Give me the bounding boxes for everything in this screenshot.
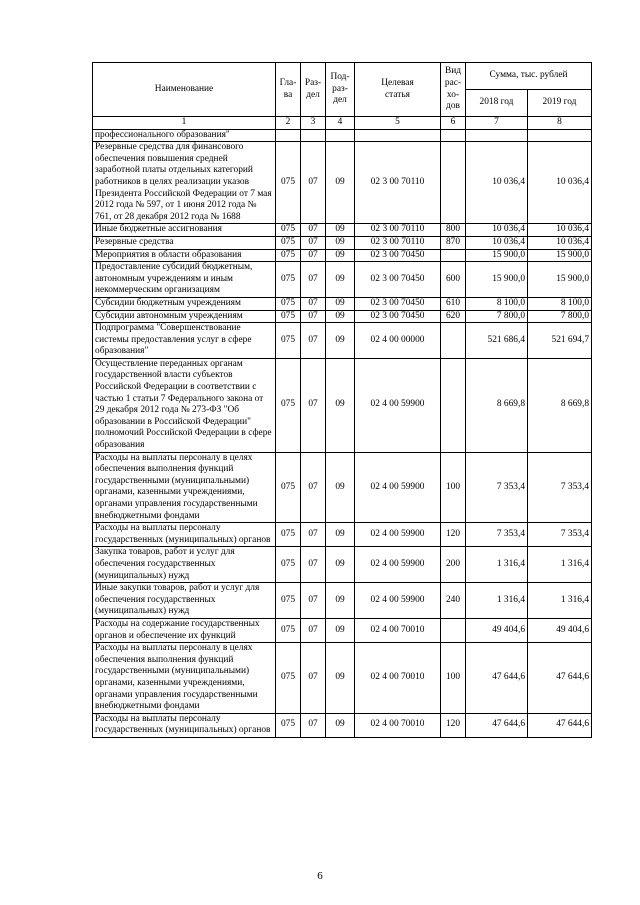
cell-name: Предоставление субсидий бюджетным, автономным учреждениям и иным некоммерческим организациям bbox=[93, 262, 276, 298]
cell-glava: 075 bbox=[276, 142, 301, 224]
table-row bbox=[93, 547, 592, 583]
cell-target: 02 3 00 70450 bbox=[355, 297, 441, 310]
table-body bbox=[93, 129, 592, 737]
table-row bbox=[93, 262, 592, 298]
cell-target: 02 4 00 59900 bbox=[355, 358, 441, 452]
cell-razdel: 07 bbox=[301, 643, 326, 714]
cell-2019: 15 900,0 bbox=[528, 262, 592, 298]
cell-podrazdel: 09 bbox=[326, 323, 355, 359]
cell-name: Закупка товаров, работ и услуг для обеспечения государственных (муниципальных) нужд bbox=[93, 547, 276, 583]
table-row bbox=[93, 358, 592, 452]
header-2018: 2018 год bbox=[466, 90, 528, 117]
table-row bbox=[93, 249, 592, 262]
table-row bbox=[93, 618, 592, 642]
cell-2018: 1 316,4 bbox=[466, 547, 528, 583]
cell-2018: 10 036,4 bbox=[466, 236, 528, 249]
cell-vid: 100 bbox=[441, 452, 466, 523]
cell-glava: 075 bbox=[276, 547, 301, 583]
cell-razdel: 07 bbox=[301, 236, 326, 249]
cell-podrazdel: 09 bbox=[326, 643, 355, 714]
cell-podrazdel bbox=[326, 129, 355, 142]
column-number: 4 bbox=[326, 117, 355, 130]
cell-vid: 600 bbox=[441, 262, 466, 298]
cell-target: 02 3 00 70110 bbox=[355, 224, 441, 237]
header-razdel: Раз- дел bbox=[301, 63, 326, 117]
cell-2018: 8 100,0 bbox=[466, 297, 528, 310]
cell-name: Расходы на выплаты персоналу в целях обеспечения выполнения функций государственными (муниципальными) органами, казенными учреждениями, органами управления государственными внебюджетными фондами bbox=[93, 643, 276, 714]
cell-glava: 075 bbox=[276, 523, 301, 547]
cell-razdel: 07 bbox=[301, 249, 326, 262]
cell-glava: 075 bbox=[276, 618, 301, 642]
cell-podrazdel: 09 bbox=[326, 249, 355, 262]
cell-2019: 7 353,4 bbox=[528, 523, 592, 547]
cell-name: Подпрограмма "Совершенствование системы предоставления услуг в сфере образования" bbox=[93, 323, 276, 359]
cell-2019: 1 316,4 bbox=[528, 547, 592, 583]
table-row bbox=[93, 297, 592, 310]
cell-vid: 100 bbox=[441, 643, 466, 714]
cell-name: Расходы на выплаты персоналу государственных (муниципальных) органов bbox=[93, 523, 276, 547]
cell-vid bbox=[441, 618, 466, 642]
cell-glava: 075 bbox=[276, 224, 301, 237]
budget-table bbox=[92, 62, 592, 738]
header-target: Целевая статья bbox=[355, 63, 441, 117]
column-number: 1 bbox=[93, 117, 276, 130]
column-number: 8 bbox=[528, 117, 592, 130]
column-number-row bbox=[93, 117, 592, 130]
cell-vid bbox=[441, 323, 466, 359]
cell-2018: 15 900,0 bbox=[466, 262, 528, 298]
cell-vid: 120 bbox=[441, 713, 466, 737]
table-row bbox=[93, 310, 592, 323]
cell-podrazdel: 09 bbox=[326, 236, 355, 249]
cell-razdel: 07 bbox=[301, 224, 326, 237]
header-name: Наименование bbox=[93, 63, 276, 117]
cell-2018: 7 353,4 bbox=[466, 452, 528, 523]
cell-glava bbox=[276, 129, 301, 142]
cell-glava: 075 bbox=[276, 643, 301, 714]
cell-glava: 075 bbox=[276, 713, 301, 737]
cell-razdel: 07 bbox=[301, 713, 326, 737]
cell-vid: 120 bbox=[441, 523, 466, 547]
cell-vid: 800 bbox=[441, 224, 466, 237]
cell-glava: 075 bbox=[276, 249, 301, 262]
table-row bbox=[93, 129, 592, 142]
cell-target: 02 4 00 00000 bbox=[355, 323, 441, 359]
table-row bbox=[93, 452, 592, 523]
cell-2019: 7 353,4 bbox=[528, 452, 592, 523]
cell-podrazdel: 09 bbox=[326, 523, 355, 547]
cell-2019: 10 036,4 bbox=[528, 142, 592, 224]
cell-2018: 47 644,6 bbox=[466, 643, 528, 714]
cell-target: 02 3 00 70450 bbox=[355, 262, 441, 298]
cell-target: 02 4 00 59900 bbox=[355, 523, 441, 547]
table-row bbox=[93, 142, 592, 224]
cell-podrazdel: 09 bbox=[326, 262, 355, 298]
cell-podrazdel: 09 bbox=[326, 142, 355, 224]
cell-name: Резервные средства для финансового обеспечения повышения средней заработной платы отдельных категорий работников в целях реализации указов Президента Российской Федерации от 7 мая 2012 года № 597, от 1 июня 2012 года № 761, от 28 декабря 2012 года № 1688 bbox=[93, 142, 276, 224]
column-number: 7 bbox=[466, 117, 528, 130]
cell-2018: 47 644,6 bbox=[466, 713, 528, 737]
cell-podrazdel: 09 bbox=[326, 297, 355, 310]
header-2019: 2019 год bbox=[528, 90, 592, 117]
cell-2019: 49 404,6 bbox=[528, 618, 592, 642]
cell-podrazdel: 09 bbox=[326, 358, 355, 452]
cell-razdel: 07 bbox=[301, 452, 326, 523]
cell-2018: 521 686,4 bbox=[466, 323, 528, 359]
cell-2018: 7 800,0 bbox=[466, 310, 528, 323]
cell-name: Иные бюджетные ассигнования bbox=[93, 224, 276, 237]
table-row bbox=[93, 523, 592, 547]
cell-name: Расходы на выплаты персоналу в целях обеспечения выполнения функций государственными (муниципальными) органами, казенными учреждениями, органами управления государственными внебюджетными фондами bbox=[93, 452, 276, 523]
cell-2018: 49 404,6 bbox=[466, 618, 528, 642]
cell-razdel: 07 bbox=[301, 583, 326, 619]
cell-glava: 075 bbox=[276, 583, 301, 619]
cell-2019: 1 316,4 bbox=[528, 583, 592, 619]
cell-podrazdel: 09 bbox=[326, 547, 355, 583]
cell-target: 02 3 00 70450 bbox=[355, 249, 441, 262]
cell-razdel: 07 bbox=[301, 547, 326, 583]
cell-vid: 240 bbox=[441, 583, 466, 619]
cell-2018: 7 353,4 bbox=[466, 523, 528, 547]
cell-2019: 10 036,4 bbox=[528, 224, 592, 237]
cell-razdel: 07 bbox=[301, 323, 326, 359]
cell-target: 02 4 00 59900 bbox=[355, 452, 441, 523]
cell-name: Расходы на выплаты персоналу государственных (муниципальных) органов bbox=[93, 713, 276, 737]
cell-2019: 47 644,6 bbox=[528, 713, 592, 737]
cell-2019: 521 694,7 bbox=[528, 323, 592, 359]
table-header bbox=[93, 63, 592, 130]
cell-2018: 10 036,4 bbox=[466, 224, 528, 237]
cell-target: 02 4 00 59900 bbox=[355, 583, 441, 619]
cell-2019: 10 036,4 bbox=[528, 236, 592, 249]
cell-glava: 075 bbox=[276, 323, 301, 359]
table-row bbox=[93, 236, 592, 249]
cell-target: 02 4 00 59900 bbox=[355, 547, 441, 583]
cell-podrazdel: 09 bbox=[326, 310, 355, 323]
cell-name: профессионального образования" bbox=[93, 129, 276, 142]
cell-name: Субсидии автономным учреждениям bbox=[93, 310, 276, 323]
cell-razdel: 07 bbox=[301, 358, 326, 452]
cell-name: Осуществление переданных органам государственной власти субъектов Российской Федерации в соответствии с частью 1 статьи 7 Федерального закона от 29 декабря 2012 года № 273-ФЗ "Об образовании в Российской Федерации" полномочий Российской Федерации в сфере образования bbox=[93, 358, 276, 452]
cell-razdel: 07 bbox=[301, 297, 326, 310]
cell-razdel bbox=[301, 129, 326, 142]
cell-name: Расходы на содержание государственных органов и обеспечение их функций bbox=[93, 618, 276, 642]
column-number: 6 bbox=[441, 117, 466, 130]
header-vid: Вид рас- хо- дов bbox=[441, 63, 466, 117]
table-row bbox=[93, 643, 592, 714]
cell-razdel: 07 bbox=[301, 310, 326, 323]
cell-razdel: 07 bbox=[301, 262, 326, 298]
cell-2019: 15 900,0 bbox=[528, 249, 592, 262]
cell-podrazdel: 09 bbox=[326, 224, 355, 237]
cell-vid bbox=[441, 142, 466, 224]
cell-razdel: 07 bbox=[301, 618, 326, 642]
cell-vid: 610 bbox=[441, 297, 466, 310]
column-number: 3 bbox=[301, 117, 326, 130]
cell-name: Резервные средства bbox=[93, 236, 276, 249]
cell-2019: 47 644,6 bbox=[528, 643, 592, 714]
cell-2019 bbox=[528, 129, 592, 142]
cell-vid: 200 bbox=[441, 547, 466, 583]
table-row bbox=[93, 224, 592, 237]
cell-target: 02 4 00 70010 bbox=[355, 713, 441, 737]
table-row bbox=[93, 583, 592, 619]
table-row bbox=[93, 323, 592, 359]
cell-podrazdel: 09 bbox=[326, 583, 355, 619]
cell-podrazdel: 09 bbox=[326, 713, 355, 737]
cell-target bbox=[355, 129, 441, 142]
column-number: 5 bbox=[355, 117, 441, 130]
header-glava: Гла- ва bbox=[276, 63, 301, 117]
cell-2018: 15 900,0 bbox=[466, 249, 528, 262]
header-podrazdel: Под- раз- дел bbox=[326, 63, 355, 117]
cell-podrazdel: 09 bbox=[326, 618, 355, 642]
cell-vid bbox=[441, 249, 466, 262]
cell-vid: 870 bbox=[441, 236, 466, 249]
cell-name: Иные закупки товаров, работ и услуг для обеспечения государственных (муниципальных) нужд bbox=[93, 583, 276, 619]
column-number: 2 bbox=[276, 117, 301, 130]
cell-2019: 8 100,0 bbox=[528, 297, 592, 310]
cell-glava: 075 bbox=[276, 262, 301, 298]
cell-2018: 1 316,4 bbox=[466, 583, 528, 619]
cell-2018 bbox=[466, 129, 528, 142]
cell-target: 02 4 00 70010 bbox=[355, 618, 441, 642]
cell-2018: 10 036,4 bbox=[466, 142, 528, 224]
cell-target: 02 3 00 70110 bbox=[355, 142, 441, 224]
cell-2019: 8 669,8 bbox=[528, 358, 592, 452]
cell-glava: 075 bbox=[276, 452, 301, 523]
cell-target: 02 4 00 70010 bbox=[355, 643, 441, 714]
cell-vid bbox=[441, 358, 466, 452]
cell-podrazdel: 09 bbox=[326, 452, 355, 523]
cell-vid: 620 bbox=[441, 310, 466, 323]
cell-target: 02 3 00 70110 bbox=[355, 236, 441, 249]
cell-name: Субсидии бюджетным учреждениям bbox=[93, 297, 276, 310]
cell-glava: 075 bbox=[276, 236, 301, 249]
page-number: 6 bbox=[317, 870, 323, 882]
cell-glava: 075 bbox=[276, 297, 301, 310]
cell-vid bbox=[441, 129, 466, 142]
cell-2018: 8 669,8 bbox=[466, 358, 528, 452]
cell-target: 02 3 00 70450 bbox=[355, 310, 441, 323]
cell-glava: 075 bbox=[276, 358, 301, 452]
cell-name: Мероприятия в области образования bbox=[93, 249, 276, 262]
table-row bbox=[93, 713, 592, 737]
cell-glava: 075 bbox=[276, 310, 301, 323]
cell-razdel: 07 bbox=[301, 142, 326, 224]
cell-2019: 7 800,0 bbox=[528, 310, 592, 323]
header-sum: Сумма, тыс. рублей bbox=[466, 63, 592, 90]
cell-razdel: 07 bbox=[301, 523, 326, 547]
